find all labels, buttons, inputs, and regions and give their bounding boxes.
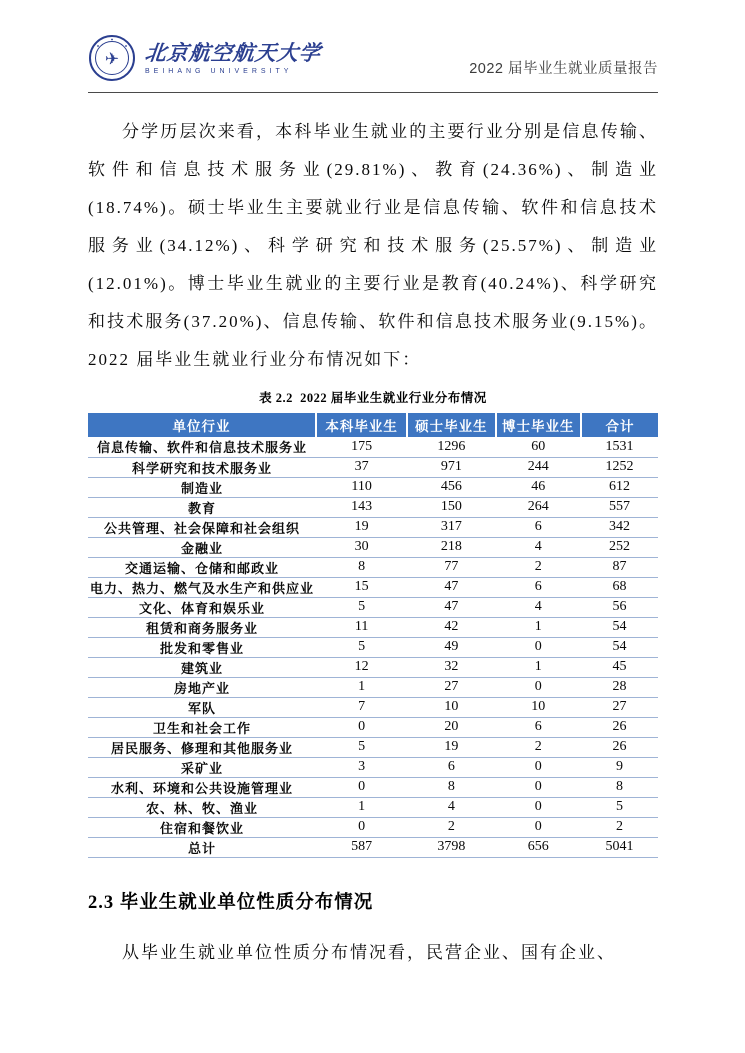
count-cell: 6: [496, 517, 582, 537]
table-row: [88, 617, 658, 637]
count-cell: 3798: [407, 837, 495, 857]
count-cell: 27: [581, 697, 658, 717]
industry-name-cell: 房地产业: [88, 677, 316, 697]
count-cell: 19: [316, 517, 407, 537]
industry-name-cell: 租赁和商务服务业: [88, 617, 316, 637]
table-row: [88, 597, 658, 617]
count-cell: 77: [407, 557, 495, 577]
count-cell: 5: [316, 597, 407, 617]
count-cell: 45: [581, 657, 658, 677]
col-header-doctor: 博士毕业生: [496, 413, 582, 437]
count-cell: 6: [496, 577, 582, 597]
count-cell: 47: [407, 577, 495, 597]
section-heading: 2.3 毕业生就业单位性质分布情况: [88, 892, 374, 913]
intro-paragraph: 分学历层次来看，本科毕业生就业的主要行业分别是信息传输、软件和信息技术服务业(29.81%)、教育(24.36%)、制造业(18.74%)。硕士毕业生主要就业行业是信息传输、软件和信息技术服务业(34.12%)、科学研究和技术服务(25.57%)、制造业(12.01%)。博士毕业生就业的主要行业是教育(40.24%)、科学研究和技术服务(37.20%)、信息传输、软件和信息技术服务业(9.15%)。2022 届毕业生就业行业分布情况如下：: [88, 122, 658, 369]
industry-name-cell: 交通运输、仓储和邮政业: [88, 557, 316, 577]
industry-name-cell: 公共管理、社会保障和社会组织: [88, 517, 316, 537]
count-cell: 587: [316, 837, 407, 857]
table-total-row: [88, 837, 658, 857]
count-cell: 0: [496, 677, 582, 697]
count-cell: 32: [407, 657, 495, 677]
count-cell: 11: [316, 617, 407, 637]
count-cell: 252: [581, 537, 658, 557]
university-logo-text: [145, 41, 321, 75]
university-emblem-icon: [88, 34, 136, 82]
industry-name-cell: 建筑业: [88, 657, 316, 677]
industry-name-cell: 制造业: [88, 477, 316, 497]
count-cell: 4: [496, 597, 582, 617]
count-cell: 5: [316, 637, 407, 657]
count-cell: 54: [581, 617, 658, 637]
count-cell: 6: [496, 717, 582, 737]
count-cell: 10: [496, 697, 582, 717]
industry-name-cell: 文化、体育和娱乐业: [88, 597, 316, 617]
count-cell: 150: [407, 497, 495, 517]
count-cell: 28: [581, 677, 658, 697]
count-cell: 8: [581, 777, 658, 797]
count-cell: 656: [496, 837, 582, 857]
header-rule: [88, 92, 658, 93]
industry-name-cell: 教育: [88, 497, 316, 517]
industry-name-cell: 金融业: [88, 537, 316, 557]
industry-name-cell: 居民服务、修理和其他服务业: [88, 737, 316, 757]
count-cell: 2: [496, 557, 582, 577]
count-cell: 3: [316, 757, 407, 777]
table-header-row: [88, 413, 658, 437]
industry-name-cell: 水利、环境和公共设施管理业: [88, 777, 316, 797]
count-cell: 1531: [581, 437, 658, 457]
svg-text:✈: ✈: [104, 49, 120, 69]
count-cell: 218: [407, 537, 495, 557]
industry-name-cell: 卫生和社会工作: [88, 717, 316, 737]
table-row: [88, 777, 658, 797]
industry-distribution-table: [88, 413, 658, 858]
count-cell: 68: [581, 577, 658, 597]
count-cell: 1: [496, 657, 582, 677]
table-row: [88, 457, 658, 477]
table-row: [88, 477, 658, 497]
industry-name-cell: 批发和零售业: [88, 637, 316, 657]
industry-name-cell: 农、林、牧、渔业: [88, 797, 316, 817]
count-cell: 2: [496, 737, 582, 757]
table-row: [88, 537, 658, 557]
count-cell: 244: [496, 457, 582, 477]
industry-name-cell: 军队: [88, 697, 316, 717]
industry-name-cell: 科学研究和技术服务业: [88, 457, 316, 477]
count-cell: 8: [407, 777, 495, 797]
industry-name-cell: 信息传输、软件和信息技术服务业: [88, 437, 316, 457]
table-row: [88, 657, 658, 677]
table-row: [88, 757, 658, 777]
count-cell: 342: [581, 517, 658, 537]
table-row: [88, 717, 658, 737]
count-cell: 0: [496, 777, 582, 797]
count-cell: 8: [316, 557, 407, 577]
count-cell: 143: [316, 497, 407, 517]
count-cell: 19: [407, 737, 495, 757]
section-paragraph: 从毕业生就业单位性质分布情况看，民营企业、国有企业、: [122, 942, 616, 962]
count-cell: 26: [581, 717, 658, 737]
count-cell: 10: [407, 697, 495, 717]
page-header: [88, 0, 658, 86]
count-cell: 12: [316, 657, 407, 677]
table-row: [88, 737, 658, 757]
count-cell: 317: [407, 517, 495, 537]
count-cell: 60: [496, 437, 582, 457]
university-name-en: BEIHANG UNIVERSITY: [145, 68, 293, 75]
count-cell: 5: [316, 737, 407, 757]
count-cell: 0: [496, 637, 582, 657]
industry-name-cell: 总计: [88, 837, 316, 857]
count-cell: 0: [316, 717, 407, 737]
count-cell: 7: [316, 697, 407, 717]
industry-name-cell: 采矿业: [88, 757, 316, 777]
count-cell: 1296: [407, 437, 495, 457]
count-cell: 175: [316, 437, 407, 457]
count-cell: 49: [407, 637, 495, 657]
count-cell: 37: [316, 457, 407, 477]
table-row: [88, 557, 658, 577]
count-cell: 2: [407, 817, 495, 837]
count-cell: 0: [316, 777, 407, 797]
count-cell: 0: [496, 797, 582, 817]
count-cell: 56: [581, 597, 658, 617]
count-cell: 1: [316, 677, 407, 697]
count-cell: 47: [407, 597, 495, 617]
count-cell: 87: [581, 557, 658, 577]
university-logo: [88, 34, 321, 82]
count-cell: 612: [581, 477, 658, 497]
count-cell: 4: [407, 797, 495, 817]
table-row: [88, 517, 658, 537]
table-row: [88, 637, 658, 657]
count-cell: 1: [316, 797, 407, 817]
col-header-bachelor: 本科毕业生: [316, 413, 407, 437]
table-row: [88, 817, 658, 837]
table-row: [88, 577, 658, 597]
count-cell: 557: [581, 497, 658, 517]
count-cell: 0: [496, 757, 582, 777]
table-row: [88, 677, 658, 697]
count-cell: 0: [496, 817, 582, 837]
table-row: [88, 697, 658, 717]
table-row: [88, 437, 658, 457]
table-caption: 表 2.2 2022 届毕业生就业行业分布情况: [259, 391, 487, 405]
count-cell: 456: [407, 477, 495, 497]
count-cell: 20: [407, 717, 495, 737]
col-header-total: 合计: [581, 413, 658, 437]
count-cell: 1252: [581, 457, 658, 477]
count-cell: 0: [316, 817, 407, 837]
count-cell: 2: [581, 817, 658, 837]
count-cell: 5041: [581, 837, 658, 857]
count-cell: 9: [581, 757, 658, 777]
count-cell: 46: [496, 477, 582, 497]
col-header-industry: 单位行业: [88, 413, 316, 437]
count-cell: 6: [407, 757, 495, 777]
col-header-master: 硕士毕业生: [407, 413, 495, 437]
count-cell: 30: [316, 537, 407, 557]
count-cell: 5: [581, 797, 658, 817]
count-cell: 264: [496, 497, 582, 517]
university-name-cn: 北京航空航天大学: [143, 41, 323, 65]
table-row: [88, 497, 658, 517]
count-cell: 971: [407, 457, 495, 477]
count-cell: 15: [316, 577, 407, 597]
industry-name-cell: 住宿和餐饮业: [88, 817, 316, 837]
report-title: 2022 届毕业生就业质量报告: [469, 60, 658, 77]
count-cell: 54: [581, 637, 658, 657]
count-cell: 27: [407, 677, 495, 697]
count-cell: 42: [407, 617, 495, 637]
count-cell: 110: [316, 477, 407, 497]
industry-name-cell: 电力、热力、燃气及水生产和供应业: [88, 577, 316, 597]
table-row: [88, 797, 658, 817]
count-cell: 4: [496, 537, 582, 557]
count-cell: 1: [496, 617, 582, 637]
count-cell: 26: [581, 737, 658, 757]
